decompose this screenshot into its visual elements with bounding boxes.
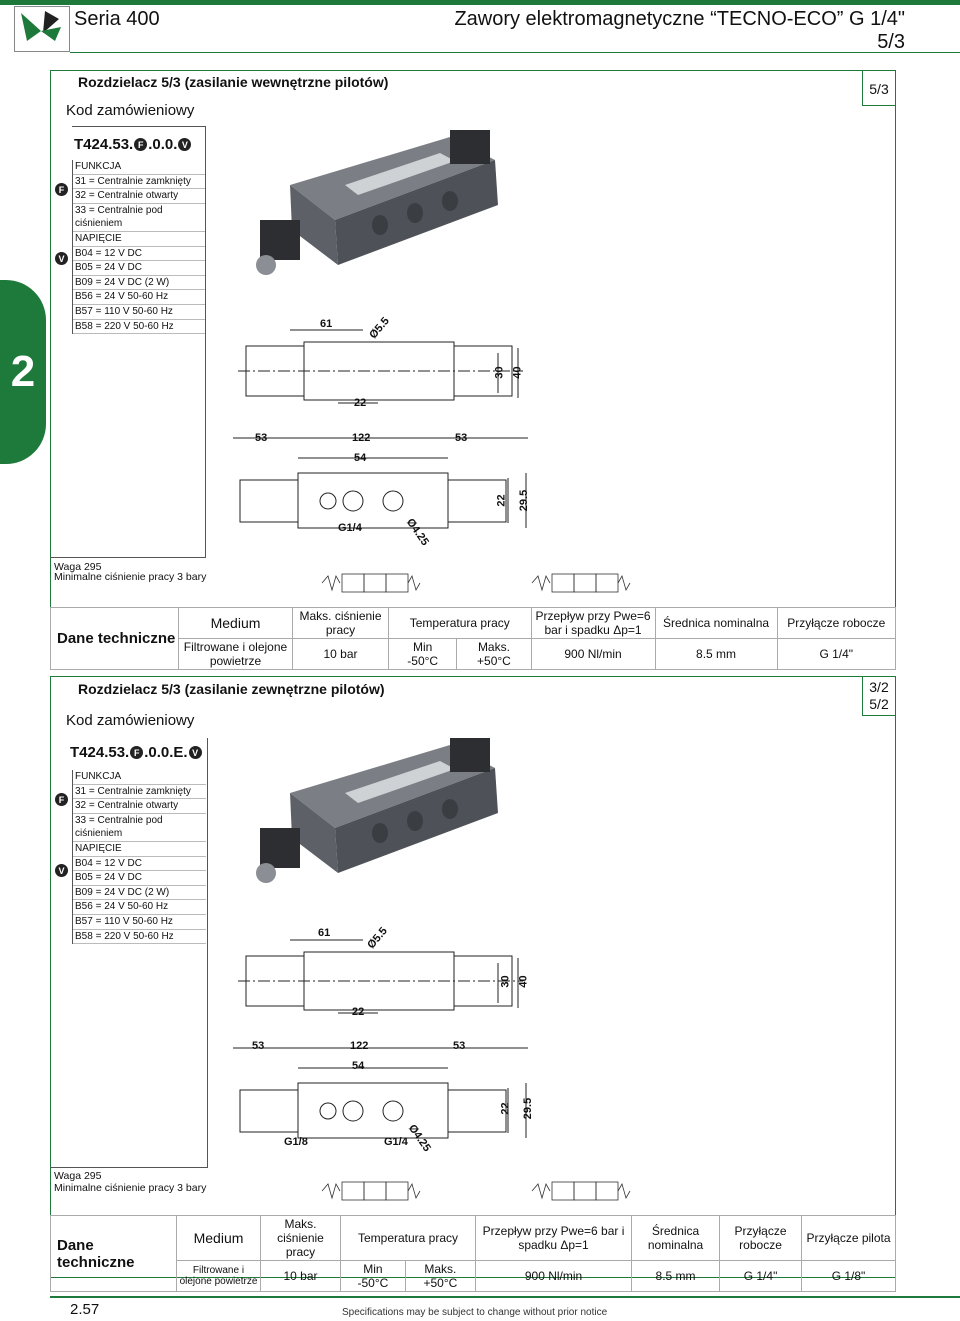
option-item: 33 = Centralnie pod ciśnieniem: [73, 204, 206, 232]
spec-temp-header: Temperatura pracy: [341, 1216, 476, 1261]
spec-maks-header: Maks. ciśnienie pracy: [261, 1216, 341, 1261]
dim-29-5: 29.5: [518, 489, 531, 512]
section1-top-rule: [50, 70, 896, 71]
heading-line-1: Zawory elektromagnetyczne “TECNO-ECO” G 1/4": [454, 8, 905, 30]
heading-line-2: 5/3: [877, 31, 905, 53]
spec-temp-header: Temperatura pracy: [389, 608, 532, 639]
spec-temp-max: [405, 1261, 475, 1292]
option-heading: FUNKCJA: [73, 160, 206, 175]
option-item: B09 = 24 V DC (2 W): [73, 276, 206, 291]
option-item: 31 = Centralnie zamknięty: [73, 785, 206, 800]
waga-divider: [50, 557, 206, 558]
temp-min-label: Min: [363, 1262, 383, 1276]
temp-min-value: -50°C: [407, 654, 439, 668]
f-marker-legend: F: [55, 793, 68, 806]
section1-weight: Waga 295: [54, 561, 102, 573]
f-marker-badge: F: [130, 746, 143, 759]
dim-53-left: 53: [255, 432, 268, 444]
chapter-tab: 2: [0, 280, 46, 464]
valve-photo-1: [250, 125, 530, 305]
section1-right-rule: [895, 70, 896, 670]
spec-maks-header: Maks. ciśnienie pracy: [293, 608, 389, 639]
page-heading: [454, 8, 905, 54]
option-item: 31 = Centralnie zamknięty: [73, 175, 206, 190]
temp-max-label: Maks.: [477, 640, 510, 654]
dim-53-right: 53: [455, 432, 468, 444]
section2-spec-table: [50, 1215, 896, 1292]
spec-pilot-header: Przyłącze pilota: [802, 1216, 896, 1261]
spec-flow-header: Przepływ przy Pwe=6 bar i spadku Δp=1: [476, 1216, 632, 1261]
spec-medium-value: Filtrowane i olejone powietrze: [177, 1261, 261, 1292]
option-heading: NAPIĘCIE: [73, 842, 206, 857]
option-item: B56 = 24 V 50-60 Hz: [73, 900, 206, 915]
footer-note: Specifications may be subject to change without prior notice: [342, 1307, 608, 1318]
spec-medium-header: Medium: [177, 1216, 261, 1261]
temp-max-value: +50°C: [423, 1276, 458, 1290]
section2-option-list: [72, 770, 206, 944]
dimension-drawing-1: [228, 318, 548, 548]
section2-title: Rozdzielacz 5/3 (zasilanie zewnętrzne pilotów): [78, 681, 385, 697]
code-prefix: T424.53.: [70, 744, 130, 761]
tag-3-2: 3/2: [869, 679, 889, 695]
section1-option-list: [72, 160, 206, 334]
spec-medium-header: Medium: [179, 608, 293, 639]
spec-maks-value: 10 bar: [261, 1261, 341, 1292]
company-logo: [14, 6, 70, 52]
dim-30: 30: [499, 975, 512, 988]
dim-54: 54: [354, 452, 367, 464]
spec-dn-header: Średnica nominalna: [632, 1216, 720, 1261]
spec-conn-value: G 1/4": [720, 1261, 802, 1292]
spec-temp-min: [341, 1261, 406, 1292]
dim-54: 54: [352, 1060, 365, 1072]
dim-61: 61: [320, 318, 333, 330]
section1-column-divider: [205, 126, 206, 558]
section1-tag: 5/3: [862, 70, 896, 106]
code-underline: [72, 126, 206, 127]
option-item: B05 = 24 V DC: [73, 261, 206, 276]
dim-53-left: 53: [252, 1040, 265, 1052]
dim-22-side: 22: [495, 494, 508, 507]
section2-weight: Waga 295: [54, 1170, 102, 1182]
spec-conn-value: G 1/4": [777, 639, 895, 670]
section1-order-code-label: Kod zamówieniowy: [66, 102, 195, 119]
option-item: 32 = Centralnie otwarty: [73, 189, 206, 204]
temp-min-value: -50°C: [357, 1276, 389, 1290]
option-item: 33 = Centralnie pod ciśnieniem: [73, 814, 206, 842]
spec-pilot-value: G 1/8": [802, 1261, 896, 1292]
tag-5-2: 5/2: [869, 696, 889, 712]
code-mid: .0.0.: [148, 136, 178, 153]
dim-22: 22: [354, 397, 367, 409]
option-item: B57 = 110 V 50-60 Hz: [73, 915, 206, 930]
dim-22: 22: [352, 1006, 365, 1018]
series-title: Seria 400: [74, 8, 160, 30]
temp-max-label: Maks.: [424, 1262, 457, 1276]
pneumatic-symbol-1b: [522, 564, 634, 604]
option-item: B04 = 12 V DC: [73, 857, 206, 872]
section2-min-pressure: Minimalne ciśnienie pracy 3 bary: [54, 1182, 207, 1194]
v-marker-badge: V: [178, 138, 191, 151]
dim-40: 40: [517, 975, 530, 988]
section1-spec-table: [50, 607, 896, 670]
spec-dn-header: Średnica nominalna: [655, 608, 777, 639]
dim-hole-diameter: Ø5.5: [367, 315, 392, 342]
dim-hole-4-25: Ø4.25: [403, 516, 431, 548]
section2-order-code: [70, 744, 202, 761]
dim-22-side: 22: [499, 1102, 512, 1115]
option-item: B58 = 220 V 50-60 Hz: [73, 320, 206, 335]
code-mid: .0.0.E.: [144, 744, 188, 761]
dim-port-g14: G1/4: [338, 522, 362, 534]
footer-rule: [50, 1296, 960, 1298]
dim-40: 40: [511, 366, 524, 379]
section1-left-rule: [50, 70, 51, 670]
dim-61: 61: [318, 927, 331, 939]
section2-order-code-label: Kod zamówieniowy: [66, 712, 195, 729]
spec-temp-min: [389, 639, 457, 670]
spec-conn-header: Przyłącze robocze: [777, 608, 895, 639]
dim-hole-diameter: Ø5.5: [365, 925, 390, 952]
section2-column-divider: [207, 738, 208, 1168]
dim-hole-4-25: Ø4.25: [405, 1122, 433, 1154]
option-heading: NAPIĘCIE: [73, 232, 206, 247]
section2-left-rule: [50, 676, 51, 1278]
spec-dn-value: 8.5 mm: [632, 1261, 720, 1292]
spec-dn-value: 8.5 mm: [655, 639, 777, 670]
section1-title: Rozdzielacz 5/3 (zasilanie wewnętrzne pilotów): [78, 74, 389, 90]
dim-122: 122: [350, 1040, 369, 1052]
section2-tags: [862, 676, 896, 716]
dim-53-right: 53: [453, 1040, 466, 1052]
top-brand-bar: [0, 0, 960, 5]
page-number: 2.57: [70, 1301, 100, 1318]
option-item: B56 = 24 V 50-60 Hz: [73, 290, 206, 305]
spec-dane-label: Dane techniczne: [51, 608, 179, 670]
spec-dane-label: Dane techniczne: [51, 1216, 177, 1292]
v-marker-badge: V: [189, 746, 202, 759]
section1-min-pressure: Minimalne ciśnienie pracy 3 bary: [54, 571, 207, 583]
f-marker-badge: F: [134, 138, 147, 151]
spec-flow-value: 900 Nl/min: [531, 639, 655, 670]
code-prefix: T424.53.: [74, 136, 134, 153]
waga-divider: [50, 1167, 208, 1168]
dimension-drawing-2: [228, 928, 548, 1158]
section1-order-code: [74, 136, 191, 153]
option-item: B57 = 110 V 50-60 Hz: [73, 305, 206, 320]
spec-maks-value: 10 bar: [293, 639, 389, 670]
f-marker-legend: F: [55, 183, 68, 196]
option-item: B05 = 24 V DC: [73, 871, 206, 886]
v-marker-legend: V: [55, 864, 68, 877]
pneumatic-symbol-2a: [312, 1172, 424, 1212]
spec-flow-header: Przepływ przy Pwe=6 bar i spadku Δp=1: [531, 608, 655, 639]
option-heading: FUNKCJA: [73, 770, 206, 785]
dim-port-g14: G1/4: [384, 1136, 408, 1148]
pneumatic-symbol-1a: [312, 564, 424, 604]
temp-max-value: +50°C: [477, 654, 511, 668]
option-item: B58 = 220 V 50-60 Hz: [73, 930, 206, 945]
v-marker-legend: V: [55, 252, 68, 265]
dim-122: 122: [352, 432, 371, 444]
spec-flow-value: 900 Nl/min: [476, 1261, 632, 1292]
section2-top-rule: [50, 676, 896, 677]
temp-min-label: Min: [413, 640, 433, 654]
spec-conn-header: Przyłącze robocze: [720, 1216, 802, 1261]
dim-29-5: 29.5: [522, 1097, 535, 1120]
option-item: B04 = 12 V DC: [73, 247, 206, 262]
option-item: B09 = 24 V DC (2 W): [73, 886, 206, 901]
section2-right-rule: [895, 676, 896, 1278]
option-item: 32 = Centralnie otwarty: [73, 799, 206, 814]
valve-photo-2: [250, 733, 530, 913]
dim-pilot-g18: G1/8: [284, 1136, 308, 1148]
spec-temp-max: [457, 639, 531, 670]
dim-30: 30: [493, 366, 506, 379]
spec-medium-value: Filtrowane i olejone powietrze: [179, 639, 293, 670]
pneumatic-symbol-2b: [522, 1172, 634, 1212]
